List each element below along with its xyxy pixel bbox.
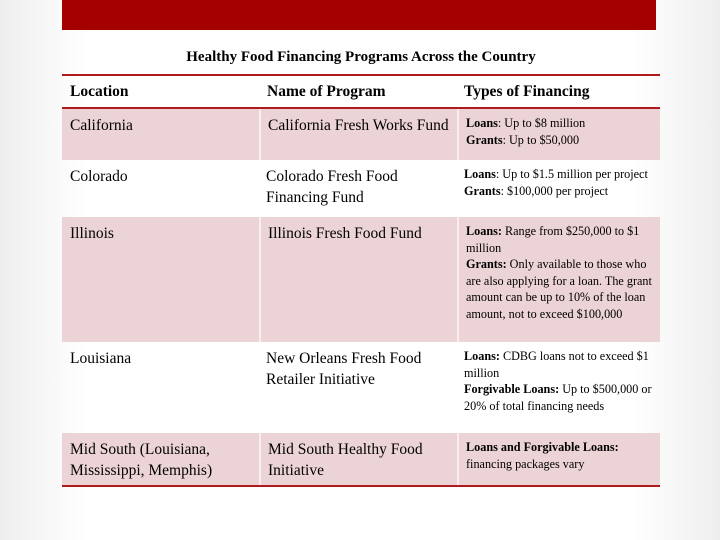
financing-line <box>464 166 652 183</box>
financing-line <box>464 381 652 414</box>
financing-detail: : Up to $1.5 million per project <box>495 167 648 181</box>
financing-detail: : Up to $50,000 <box>502 132 580 147</box>
financing-cell <box>457 342 660 433</box>
financing-cell <box>457 160 660 217</box>
financing-type-label: Loans: <box>464 349 500 363</box>
financing-cell <box>457 109 660 160</box>
column-header-location: Location <box>70 83 129 100</box>
financing-type-label: Grants: <box>466 257 507 271</box>
financing-type-label: Grants <box>466 132 503 147</box>
financing-type-label: Loans <box>464 167 496 181</box>
financing-line <box>464 183 652 200</box>
financing-detail: Up to $500,000 or 20% of total financing needs <box>464 382 652 413</box>
program-cell: Colorado Fresh Food Financing Fund <box>266 168 398 206</box>
financing-type-label: Loans <box>466 116 498 130</box>
financing-type-label: Loans: <box>466 224 502 238</box>
financing-line <box>466 132 652 149</box>
program-cell: California Fresh Works Fund <box>259 109 457 160</box>
location-cell: California <box>70 117 133 134</box>
financing-type-label: Grants <box>464 183 501 198</box>
table-row <box>62 160 660 217</box>
table-row <box>62 109 660 160</box>
financing-detail: CDBG loans not to exceed $1 million <box>464 349 649 380</box>
financing-detail: : Up to $8 million <box>497 116 586 130</box>
financing-line <box>466 115 652 132</box>
location-cell: Colorado <box>70 168 128 185</box>
column-header-program: Name of Program <box>267 83 386 100</box>
table-row <box>62 217 660 342</box>
table-row <box>62 433 660 485</box>
location-cell: Louisiana <box>70 350 132 367</box>
column-header-financing: Types of Financing <box>464 83 590 100</box>
financing-detail: financing packages vary <box>466 456 585 471</box>
financing-table <box>62 74 660 487</box>
location-cell: Illinois <box>70 225 114 242</box>
page-title: Healthy Food Financing Programs Across the Country <box>186 49 536 65</box>
financing-line <box>466 223 652 256</box>
financing-detail: : $100,000 per project <box>500 183 609 198</box>
financing-type-label: Forgivable Loans: <box>464 382 560 396</box>
financing-cell <box>457 217 660 342</box>
location-cell: Mid South (Louisiana, Mississippi, Memphis) <box>70 441 213 479</box>
program-cell: Illinois Fresh Food Fund <box>259 217 457 342</box>
header-accent-bar <box>62 0 656 30</box>
financing-detail: Only available to those who are also applying for a loan. The grant amount can be up to 10% of the loan amount, not to exceed $100,000 <box>466 257 652 321</box>
financing-line <box>466 439 652 472</box>
financing-detail: Range from $250,000 to $1 million <box>466 224 640 255</box>
financing-line <box>466 256 652 322</box>
financing-line <box>464 348 652 381</box>
table-header-row <box>62 76 660 109</box>
financing-type-label: Loans and Forgivable Loans: <box>466 440 619 454</box>
table-row <box>62 342 660 433</box>
program-cell: New Orleans Fresh Food Retailer Initiative <box>266 350 422 388</box>
financing-cell <box>457 433 660 485</box>
program-cell: Mid South Healthy Food Initiative <box>259 433 457 485</box>
